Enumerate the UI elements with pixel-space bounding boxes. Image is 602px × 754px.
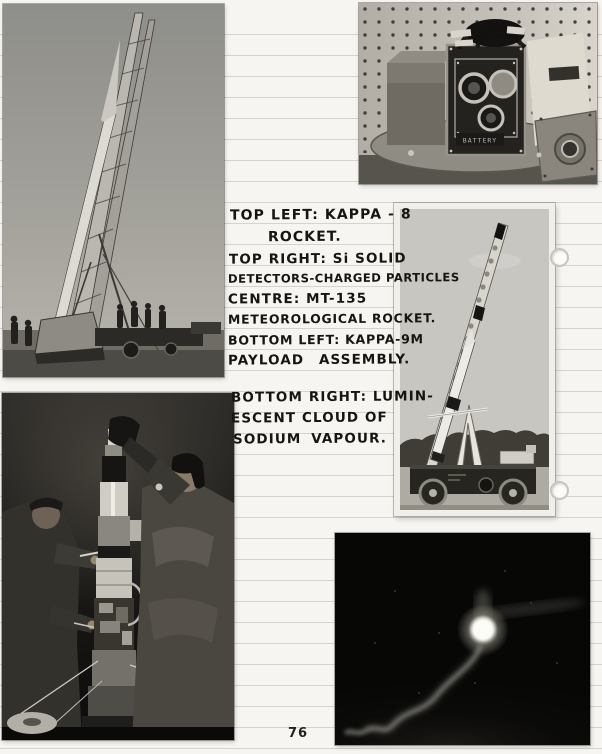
- photo-si-solid-detectors: [359, 3, 597, 184]
- caption-line: ESCENT CLOUD OF: [230, 409, 388, 427]
- caption-line: SODIUM VAPOUR.: [232, 430, 388, 448]
- caption-line: BOTTOM LEFT: KAPPA-9M: [227, 331, 424, 348]
- photo-kappa8-rocket: [3, 4, 224, 377]
- binder-hole: [550, 248, 569, 267]
- photo-kappa9m-payload-assembly: [2, 393, 234, 740]
- caption-line: BOTTOM RIGHT: LUMIN-: [230, 388, 434, 406]
- photo-mt135-rocket: [394, 203, 555, 516]
- caption-line: PAYLOAD ASSEMBLY.: [227, 351, 411, 369]
- caption-line: TOP RIGHT: Si SOLID: [228, 250, 407, 268]
- binder-hole: [550, 481, 569, 500]
- battery-label: BATTERY: [462, 136, 498, 145]
- caption-line: METEOROLOGICAL ROCKET.: [227, 310, 437, 327]
- kappa8-rocket-illustration: [3, 4, 224, 377]
- caption-line: ROCKET.: [267, 228, 342, 246]
- detectors-illustration: [359, 3, 597, 184]
- payload-assembly-illustration: [2, 393, 234, 740]
- page-number: 76: [288, 726, 309, 741]
- caption-line: CENTRE: MT-135: [227, 290, 368, 308]
- photo-sodium-vapour-cloud: [335, 533, 590, 745]
- caption-line: DETECTORS-CHARGED PARTICLES: [227, 270, 460, 286]
- mt135-illustration: [400, 209, 549, 510]
- vapour-cloud-illustration: [335, 533, 590, 745]
- caption-line: TOP LEFT: KAPPA - 8: [229, 206, 412, 224]
